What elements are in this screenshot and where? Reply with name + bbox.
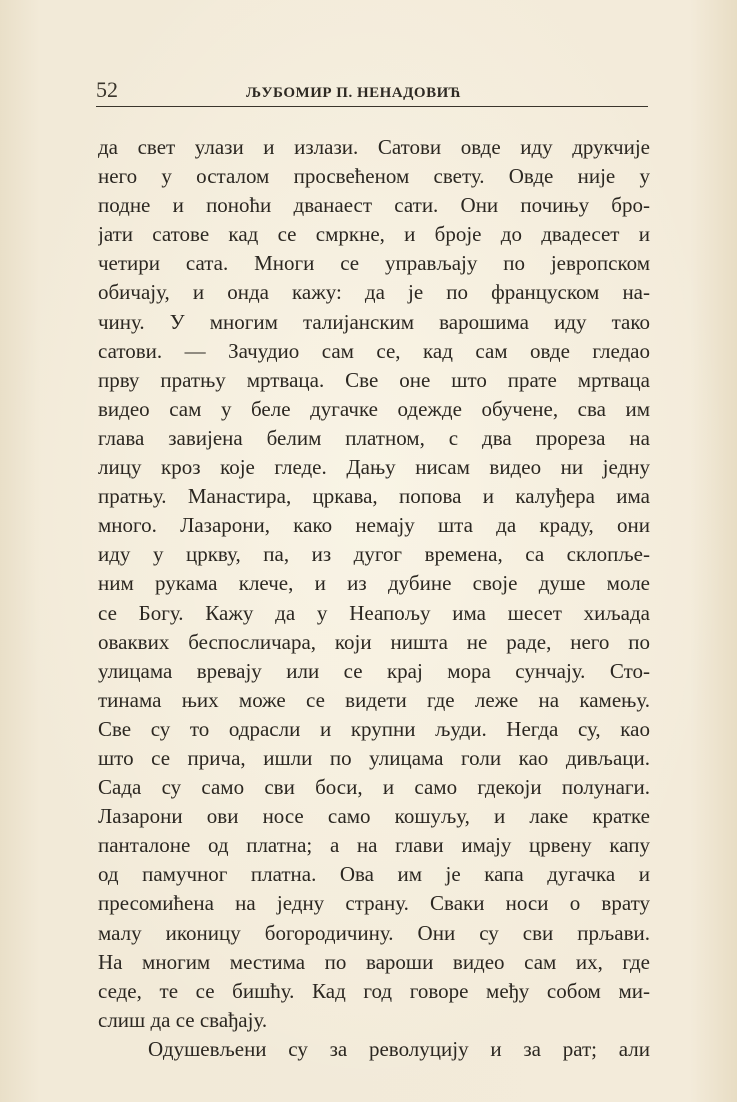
text-line: него у осталом просвећеном свету. Овде није у <box>98 164 650 189</box>
text-line: четири сата. Многи се управљају по јевропском <box>98 251 650 276</box>
running-head <box>96 78 648 107</box>
text-line: оваквих беспосличара, који ништа не раде, него по <box>98 629 650 654</box>
text-line: обичају, и онда кажу: да је по француском на- <box>98 280 650 305</box>
text-line: видео сам у беле дугачке одежде обучене, сва им <box>98 396 650 421</box>
text-line: јати сатове кад се смркне, и броје до двадесет и <box>98 222 650 247</box>
running-title: ЉУБОМИР П. НЕНАДОВИЋ <box>246 85 462 101</box>
text-line: седе, те се бишћу. Кад год говоре међу собом ми- <box>98 978 650 1003</box>
text-line: сатови. — Зачудио сам се, кад сам овде гледао <box>98 338 650 363</box>
text-line: иду у цркву, па, из дугог времена, са склопље- <box>98 542 650 567</box>
text-line: пресомићена на једну страну. Сваки носи о врату <box>98 891 650 916</box>
body-text <box>98 133 650 1064</box>
text-line: много. Лазарони, како немају шта да краду, они <box>98 513 650 538</box>
text-line: пратњу. Манастира, цркава, попова и калуђера има <box>98 484 650 509</box>
page-number: 52 <box>96 77 118 102</box>
text-line: Сада су само сви боси, и само гдекоји полунаги. <box>98 775 650 800</box>
text-line: улицама вревају или се крај мора сунчају. Сто- <box>98 658 650 683</box>
text-line: од памучног платна. Ова им је капа дугачка и <box>98 862 650 887</box>
text-line: се Богу. Кажу да у Неапољу има шесет хиљада <box>98 600 650 625</box>
text-line: глава завијена белим платном, с два прореза на <box>98 425 650 450</box>
text-line: што се прича, ишли по улицама голи као дивљаци. <box>98 745 650 770</box>
text-line-paragraph-end: слиш да се свађају. <box>98 1007 268 1032</box>
text-line: ним рукама клече, и из дубине своје душе моле <box>98 571 650 596</box>
text-line: подне и поноћи дванаест сати. Они почињу бро- <box>98 193 650 218</box>
text-line: лицу кроз које гледе. Дању нисам видео ни једну <box>98 455 650 480</box>
text-line-paragraph-start: Одушевљени су за револуцију и за рат; али <box>148 1036 650 1061</box>
text-line: На многим местима по вароши видео сам их, где <box>98 949 650 974</box>
text-line: да свет улази и излази. Сатови овде иду друкчије <box>98 135 650 159</box>
text-line: чину. У многим талијанским варошима иду тако <box>98 309 650 334</box>
text-line: тинама њих може се видети где леже на камењу. <box>98 687 650 712</box>
text-line: панталоне од платна; а на глави имају црвену капу <box>98 833 650 858</box>
text-line: малу иконицу богородичину. Они су сви прљави. <box>98 920 650 945</box>
text-line: прву пратњу мртваца. Све оне што прате мртваца <box>98 367 650 392</box>
text-line: Све су то одрасли и крупни људи. Негда су, као <box>98 716 650 741</box>
text-line: Лазарони ови носе само кошуљу, и лаке кратке <box>98 804 650 829</box>
